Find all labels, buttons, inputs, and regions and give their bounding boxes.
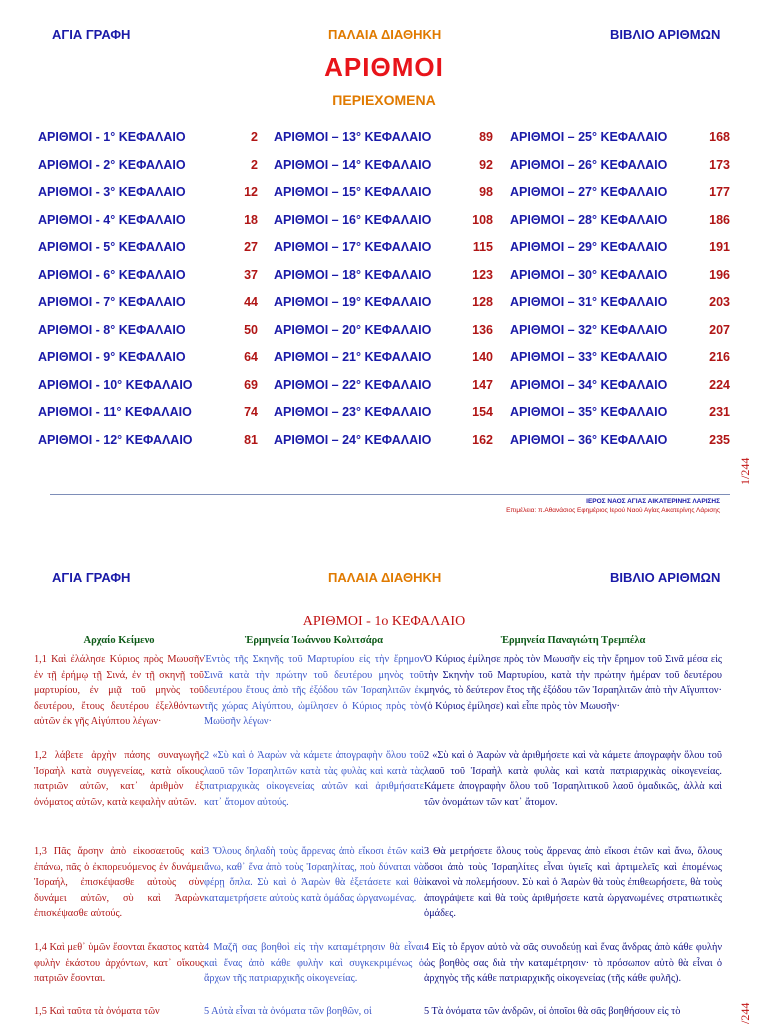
toc-entry-label[interactable]: ΑΡΙΘΜΟΙ - 11° ΚΕΦΑΛΑΙΟ: [38, 405, 192, 419]
toc-entry-page: 81: [244, 432, 258, 447]
toc-entry-page: 92: [479, 157, 493, 172]
toc-entry-page: 128: [472, 295, 493, 309]
toc-entry-label[interactable]: ΑΡΙΘΜΟΙ – 28° ΚΕΦΑΛΑΙΟ: [510, 212, 668, 227]
column-heading-kolitsaras: Ἑρμηνεία Ἰωάννου Κολιτσάρα: [244, 635, 384, 646]
toc-entry-page: 2: [251, 157, 258, 172]
toc-entry-label[interactable]: ΑΡΙΘΜΟΙ – 25° ΚΕΦΑΛΑΙΟ: [510, 130, 668, 144]
toc-entry-label[interactable]: ΑΡΙΘΜΟΙ - 3° ΚΕΦΑΛΑΙΟ: [38, 185, 186, 199]
toc-entry-page: 64: [244, 350, 258, 364]
toc-entry-label[interactable]: ΑΡΙΘΜΟΙ - 9° ΚΕΦΑΛΑΙΟ: [38, 350, 186, 364]
toc-entry-label[interactable]: ΑΡΙΘΜΟΙ - 8° ΚΕΦΑΛΑΙΟ: [38, 322, 186, 337]
toc-entry-page: 50: [244, 322, 258, 337]
toc-entry-page: 2: [251, 130, 258, 144]
toc-entry-page: 140: [472, 350, 493, 364]
footer-divider: [50, 494, 730, 495]
toc-entry-label[interactable]: ΑΡΙΘΜΟΙ - 4° ΚΕΦΑΛΑΙΟ: [38, 212, 186, 227]
toc-entry-page: 154: [472, 405, 493, 419]
toc-entry-page: 216: [709, 350, 730, 364]
toc-entry-page: 123: [472, 267, 493, 282]
toc-row: [0, 182, 768, 202]
toc-entry-page: 203: [709, 295, 730, 309]
verse-original-text: 1,5 Καὶ ταῦτα τὰ ὀνόματα τῶν: [34, 1006, 160, 1017]
toc-entry-page: 168: [709, 130, 730, 144]
contents-heading: ΠΕΡΙΕΧΟΜΕΝΑ: [332, 92, 436, 108]
verse-kolitsaras-text: 5 Αὐτὰ εἶναι τὰ ὀνόματα τῶν βοηθῶν, οἱ: [204, 1006, 372, 1017]
toc-entry-page: 37: [244, 267, 258, 282]
toc-entry-page: 27: [244, 240, 258, 254]
column-heading-trempelas: Ἑρμηνεία Παναγιώτη Τρεμπέλα: [500, 635, 646, 646]
toc-row: [0, 347, 768, 367]
toc-entry-label[interactable]: ΑΡΙΘΜΟΙ – 31° ΚΕΦΑΛΑΙΟ: [510, 295, 668, 309]
toc-entry-label[interactable]: ΑΡΙΘΜΟΙ – 16° ΚΕΦΑΛΑΙΟ: [274, 212, 432, 227]
footer-author: Επιμέλεια: π.Αθανάσιος Εφημέριος Ιερού Ναού Αγίας Αικατερίνης Λάρισης: [506, 507, 720, 514]
toc-entry-page: 186: [709, 212, 730, 227]
toc-entry-page: 18: [244, 212, 258, 227]
toc-entry-label[interactable]: ΑΡΙΘΜΟΙ – 29° ΚΕΦΑΛΑΙΟ: [510, 240, 668, 254]
toc-entry-page: 89: [479, 130, 493, 144]
toc-entry-label[interactable]: ΑΡΙΘΜΟΙ – 17° ΚΕΦΑΛΑΙΟ: [274, 240, 432, 254]
toc-entry-label[interactable]: ΑΡΙΘΜΟΙ – 36° ΚΕΦΑΛΑΙΟ: [510, 432, 668, 447]
toc-entry-page: 224: [709, 377, 730, 392]
toc-entry-page: 115: [472, 240, 493, 254]
toc-entry-label[interactable]: ΑΡΙΘΜΟΙ – 21° ΚΕΦΑΛΑΙΟ: [274, 350, 432, 364]
toc-entry-label[interactable]: ΑΡΙΘΜΟΙ – 14° ΚΕΦΑΛΑΙΟ: [274, 157, 432, 172]
toc-entry-label[interactable]: ΑΡΙΘΜΟΙ - 6° ΚΕΦΑΛΑΙΟ: [38, 267, 186, 282]
page-number: 1/244: [738, 457, 752, 485]
toc-entry-label[interactable]: ΑΡΙΘΜΟΙ – 34° ΚΕΦΑΛΑΙΟ: [510, 377, 668, 392]
toc-row: [0, 430, 768, 450]
toc-entry-label[interactable]: ΑΡΙΘΜΟΙ - 12° ΚΕΦΑΛΑΙΟ: [38, 432, 193, 447]
toc-entry-page: 74: [244, 405, 258, 419]
toc-entry-page: 69: [244, 377, 258, 392]
footer-church: ΙΕΡΟΣ ΝΑΟΣ ΑΓΙΑΣ ΑΙΚΑΤΕΡΙΝΗΣ ΛΑΡΙΣΗΣ: [586, 498, 720, 505]
toc-entry-label[interactable]: ΑΡΙΘΜΟΙ - 2° ΚΕΦΑΛΑΙΟ: [38, 157, 186, 172]
verse-kolitsaras-text: 3 Ὅλους δηλαδὴ τοὺς ἄρρενας ἀπὸ εἴκοσι ἐτῶν καὶ ἄνω, καθ᾿ ἕνα ἀπὸ τοὺς Ἰσραηλίτας, ποὺ δύναται νὰ φέρῃ ὅπλα. Σὺ καὶ ὁ Ἀαρὼν θὰ ἐξετάσετε καὶ θὰ καταμετρήσετε αὐτοὺς κατὰ ὁμάδας ὡργανωμένας.: [204, 846, 424, 904]
verse-kolitsaras-text: 4 Μαζῆ σας βοηθοὶ εἰς τὴν καταμέτρησιν θὰ εἶναι καὶ ἕνας ἀπὸ κάθε φυλὴν καὶ συγκεκριμένως ὁ ἄρχων τῆς πατριαρχικῆς οἰκογενείας.: [204, 942, 424, 985]
toc-entry-page: 108: [472, 212, 493, 227]
toc-entry-page: 191: [709, 240, 730, 254]
verse-kolitsaras-text: 2 «Σὺ καὶ ὁ Ἀαρὼν νὰ κάμετε ἀπογραφὴν ὅλου τοῦ λαοῦ τῶν Ἰσραηλιτῶν κατὰ τὰς φυλὰς καὶ κατὰ τὰς πατριαρχικὰς οἰκογενείας αὐτῶν καὶ ἀριθμήσατε κατ᾿ ἄτομον αὐτούς.: [204, 750, 424, 808]
toc-entry-label[interactable]: ΑΡΙΘΜΟΙ – 33° ΚΕΦΑΛΑΙΟ: [510, 350, 668, 364]
header-book-2: ΒΙΒΛΙΟ ΑΡΙΘΜΩΝ: [610, 570, 721, 585]
toc-entry-label[interactable]: ΑΡΙΘΜΟΙ – 35° ΚΕΦΑΛΑΙΟ: [510, 405, 668, 419]
toc-entry-label[interactable]: ΑΡΙΘΜΟΙ – 32° ΚΕΦΑΛΑΙΟ: [510, 322, 668, 337]
toc-row: [0, 375, 768, 395]
toc-entry-page: 12: [244, 185, 258, 199]
verse-trempelas-text: Ὁ Κύριος ἐμίλησε πρὸς τὸν Μωυσῆν εἰς τὴν ἔρημον τοῦ Σινᾶ μέσα εἰς τὴν Σκηνὴν τοῦ Μαρτυρίου, κατὰ τὴν πρώτην ἡμέραν τοῦ δευτέρου μηνός, τὸ δεύτερον ἔτος τῆς ἐξόδου τῶν Ἰσραηλιτῶν ἀπὸ τὴν Αἴγυπτον· (ὁ Κύριος ἐμίλησε) καὶ εἶπε πρὸς τὸν Μωυσῆν·: [424, 654, 722, 712]
toc-entry-page: 162: [472, 432, 493, 447]
verse-original-text: 1,1 Καὶ ἐλάλησε Κύριος πρὸς Μωυσῆν ἐν τῇ ἐρήμῳ τῇ Σινά, ἐν τῇ σκηνῇ τοῦ μαρτυρίου, ἐν μιᾷ τοῦ μηνὸς τοῦ δευτέρου, ἔτους δευτέρου ἐξελθόντων αὐτῶν ἐκ γῆς Αἰγύπτου λέγων·: [34, 654, 204, 728]
verse-trempelas-text: 3 Θὰ μετρήσετε ὅλους τοὺς ἄρρενας ἀπὸ εἴκοσι ἐτῶν καὶ ἄνω, ὅλους ὅσοι ἀπὸ τοὺς Ἰσραηλίτες εἶναι ὑγιεῖς καὶ ἀρτιμελεῖς καὶ ἐπομένως ἱκανοὶ νὰ πολεμήσουν. Σὺ καὶ ὁ Ἀαρὼν θὰ τοὺς ἐπιθεωρήσετε, θὰ τοὺς ἀπογράψετε καὶ θὰ τοὺς ἀριθμήσετε κατὰ ὡργανωμένες στρατιωτικὲς ὁμάδες.: [424, 846, 722, 920]
page-header: [0, 25, 768, 45]
toc-entry-page: 207: [709, 322, 730, 337]
verse-kolitsaras-text: Ἐντὸς τῆς Σκηνῆς τοῦ Μαρτυρίου εἰς τὴν ἔρημον Σινᾶ κατὰ τὴν πρώτην τοῦ δευτέρου μηνὸς τοῦ δευτέρου ἔτους ἀπὸ τῆς ἐξόδου τῶν Ἰσραηλιτῶν ἐκ τῆς χώρας Αἰγύπτου, ὡμίλησεν ὁ Κύριος πρὸς τὸν Μωϋσῆν λέγων·: [204, 654, 424, 728]
toc-row: [0, 237, 768, 257]
toc-entry-label[interactable]: ΑΡΙΘΜΟΙ - 1° ΚΕΦΑΛΑΙΟ: [38, 130, 186, 144]
column-heading-original: Αρχαίο Κείμενο: [83, 635, 155, 646]
toc-entry-label[interactable]: ΑΡΙΘΜΟΙ – 19° ΚΕΦΑΛΑΙΟ: [274, 295, 432, 309]
toc-entry-label[interactable]: ΑΡΙΘΜΟΙ – 18° ΚΕΦΑΛΑΙΟ: [274, 267, 432, 282]
verse-trempelas-text: 4 Εἰς τὸ ἔργον αὐτὸ νὰ σᾶς συνοδεύῃ καὶ ἕνας ἄνδρας ἀπὸ κάθε φυλὴν ὡς βοηθὸς σας διὰ τὴν καταμέτρησιν· τὸ πρόσωπον αὐτὸ θὰ εἶναι ὁ ἀρχηγὸς τῆς κάθε πατριαρχικῆς οἰκογενείας (τῆς κάθε φυλῆς).: [424, 942, 722, 985]
page-number-2: /244: [738, 1002, 752, 1024]
header-book: ΒΙΒΛΙΟ ΑΡΙΘΜΩΝ: [610, 27, 721, 42]
verse-original-text: 1,3 Πᾶς ἄρσην ἀπὸ εἰκοσαετοῦς καὶ ἐπάνω, πᾶς ὁ ἐκπορευόμενος ἐν δυνάμει Ἰσραήλ, ἐπισκέψασθε αὐτοὺς σὺν δυνάμει αὐτῶν, σὺ καὶ Ἀαρὼν ἐπισκέψασθε αὐτούς.: [34, 846, 204, 920]
toc-entry-label[interactable]: ΑΡΙΘΜΟΙ - 5° ΚΕΦΑΛΑΙΟ: [38, 240, 186, 254]
toc-entry-label[interactable]: ΑΡΙΘΜΟΙ – 30° ΚΕΦΑΛΑΙΟ: [510, 267, 668, 282]
header-testament: ΠΑΛΑΙΑ ΔΙΑΘΗΚΗ: [328, 27, 442, 42]
toc-entry-page: 44: [244, 295, 258, 309]
toc-entry-page: 235: [709, 432, 730, 447]
toc-entry-label[interactable]: ΑΡΙΘΜΟΙ – 20° ΚΕΦΑΛΑΙΟ: [274, 322, 432, 337]
toc-entry-page: 98: [479, 185, 493, 199]
toc-row: [0, 265, 768, 285]
header-bible-2: ΑΓΙΑ ΓΡΑΦΗ: [52, 570, 131, 585]
toc-row: [0, 292, 768, 312]
verse-trempelas-text: 2 «Σὺ καὶ ὁ Ἀαρὼν νὰ ἀριθμήσετε καὶ νὰ κάμετε ἀπογραφὴν ὅλου τοῦ λαοῦ τοῦ Ἰσραὴλ κατὰ φυλὰς καὶ κατὰ πατριαρχικὰς οἰκογενείας. Κάμετε ἀπογραφὴν ὅλου τοῦ Ἰσραηλιτικοῦ λαοῦ ὁμαδικῶς, ἀλλὰ καὶ τῶν ὀνομάτων τῶν κατ᾿ ἄτομον.: [424, 750, 722, 808]
toc-row: [0, 210, 768, 230]
toc-entry-label[interactable]: ΑΡΙΘΜΟΙ – 23° ΚΕΦΑΛΑΙΟ: [274, 405, 432, 419]
toc-row: [0, 320, 768, 340]
toc-entry-label[interactable]: ΑΡΙΘΜΟΙ – 22° ΚΕΦΑΛΑΙΟ: [274, 377, 432, 392]
toc-entry-label[interactable]: ΑΡΙΘΜΟΙ - 10° ΚΕΦΑΛΑΙΟ: [38, 377, 193, 392]
chapter-title: ΑΡΙΘΜΟΙ - 1ο ΚΕΦΑΛΑΙΟ: [302, 614, 466, 629]
toc-entry-page: 147: [472, 377, 493, 392]
verse-original-text: 1,2 λάβετε ἀρχὴν πάσης συναγωγῆς Ἰσραὴλ κατὰ συγγενείας, κατὰ οἴκους πατριῶν αὐτῶν, κατ᾿ ἀριθμὸν ἐξ ὀνόματος αὐτῶν, κατὰ κεφαλὴν αὐτῶν.: [34, 750, 204, 808]
toc-entry-label[interactable]: ΑΡΙΘΜΟΙ – 13° ΚΕΦΑΛΑΙΟ: [274, 130, 432, 144]
toc-entry-label[interactable]: ΑΡΙΘΜΟΙ - 7° ΚΕΦΑΛΑΙΟ: [38, 295, 186, 309]
toc-entry-page: 136: [472, 322, 493, 337]
header-testament-2: ΠΑΛΑΙΑ ΔΙΑΘΗΚΗ: [328, 570, 442, 585]
toc-entry-page: 231: [709, 405, 730, 419]
toc-entry-page: 177: [709, 185, 730, 199]
header-bible: ΑΓΙΑ ΓΡΑΦΗ: [52, 27, 131, 42]
toc-entry-label[interactable]: ΑΡΙΘΜΟΙ – 27° ΚΕΦΑΛΑΙΟ: [510, 185, 668, 199]
toc-entry-page: 173: [709, 157, 730, 172]
toc-entry-page: 196: [709, 267, 730, 282]
toc-row: [0, 155, 768, 175]
toc-entry-label[interactable]: ΑΡΙΘΜΟΙ – 26° ΚΕΦΑΛΑΙΟ: [510, 157, 668, 172]
verse-trempelas-text: 5 Τὰ ὀνόματα τῶν ἀνδρῶν, οἱ ὁποῖοι θὰ σᾶς βοηθήσουν εἰς τὸ: [424, 1006, 681, 1017]
toc-row: [0, 127, 768, 147]
page-header-2: [0, 568, 768, 588]
toc-entry-label[interactable]: ΑΡΙΘΜΟΙ – 24° ΚΕΦΑΛΑΙΟ: [274, 432, 432, 447]
verse-original-text: 1,4 Καὶ μεθ᾿ ὑμῶν ἔσονται ἕκαστος κατὰ φυλὴν ἑκάστου ἀρχόντων, κατ᾿ οἴκους πατριῶν ἔσονται.: [34, 942, 204, 985]
toc-entry-label[interactable]: ΑΡΙΘΜΟΙ – 15° ΚΕΦΑΛΑΙΟ: [274, 185, 432, 199]
page-title: ΑΡΙΘΜΟΙ: [324, 52, 444, 82]
toc-row: [0, 402, 768, 422]
